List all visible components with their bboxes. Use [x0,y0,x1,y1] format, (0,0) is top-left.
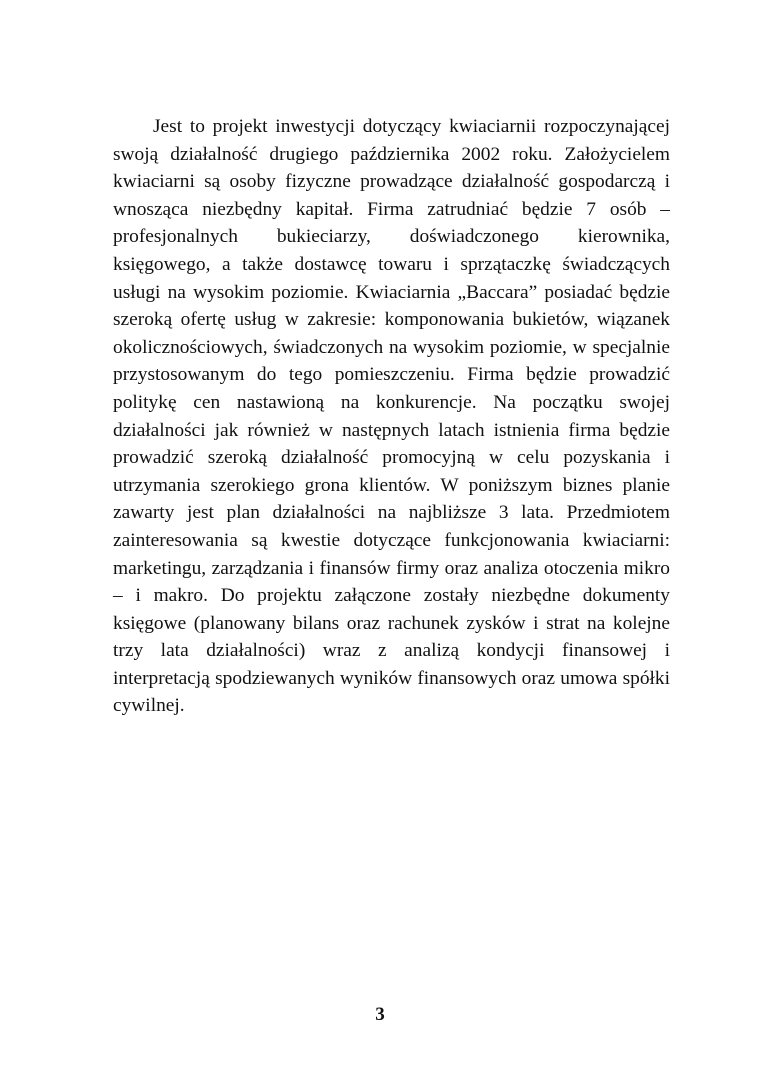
body-paragraph: Jest to projekt inwestycji dotyczący kwiaciarnii rozpoczynającej swoją działalność drugiego października 2002 roku. Założycielem kwiaciarni są osoby fizyczne prowadzące działalność gospodarczą i wnosząca niezbędny kapitał. Firma zatrudniać będzie 7 osób – profesjonalnych bukieciarzy, doświadczonego kierownika, księgowego, a także dostawcę towaru i sprzątaczkę świadczących usługi na wysokim poziomie. Kwiaciarnia „Baccara” posiadać będzie szeroką ofertę usług w zakresie: komponowania bukietów, wiązanek okolicznościowych, świadczonych na wysokim poziomie, w specjalnie przystosowanym do tego pomieszczeniu. Firma będzie prowadzić politykę cen nastawioną na konkurencje. Na początku swojej działalności jak również w następnych latach istnienia firma będzie prowadzić szeroką działalność promocyjną w celu pozyskania i utrzymania szerokiego grona klientów. W poniższym biznes planie zawarty jest plan działalności na najbliższe 3 lata. Przedmiotem zainteresowania są kwestie dotyczące funkcjonowania kwiaciarni: marketingu, zarządzania i finansów firmy oraz analiza otoczenia mikro – i makro. Do projektu załączone zostały niezbędne dokumenty księgowe (planowany bilans oraz rachunek zysków i strat na kolejne trzy lata działalności) wraz z analizą kondycji finansowej i interpretacją spodziewanych wyników finansowych oraz umowa spółki cywilnej. [113,116,670,717]
page-number: 3 [375,1004,385,1025]
